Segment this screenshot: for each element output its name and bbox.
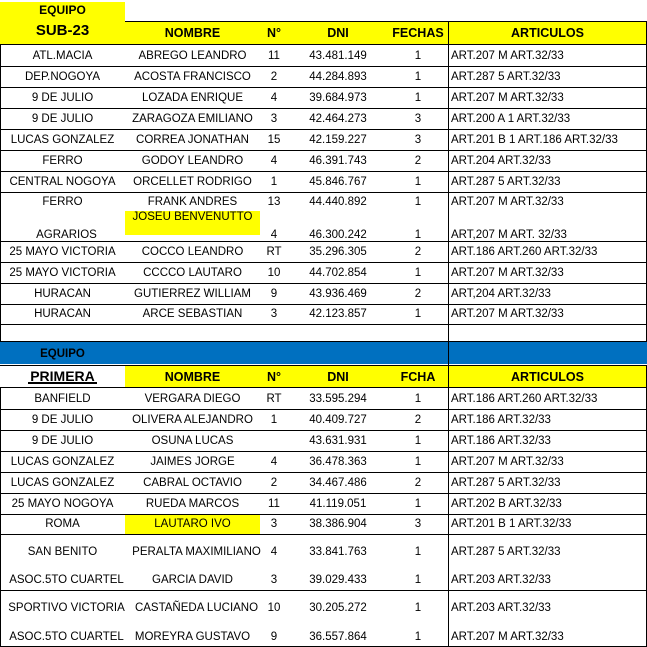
- row-divider: [0, 472, 647, 473]
- primera-row-8-nombre: GARCIA DAVID: [152, 574, 233, 586]
- sub23-row-3-dni: 42.464.273: [309, 112, 367, 125]
- primera-row-7-nombre: PERALTA MAXIMILIANO: [132, 546, 261, 558]
- sub23-row-3-articulos: ART.200 A 1 ART.32/33: [451, 112, 571, 125]
- primera-row-5-articulos: ART.202 B ART.32/33: [451, 497, 562, 510]
- primera-row-10-num: 9: [270, 630, 278, 643]
- sub23-row-10-equipo: 25 MAYO VICTORIA: [9, 266, 116, 279]
- sub23-row-7-num: 13: [267, 195, 281, 208]
- primera-row-4-equipo: LUCAS GONZALEZ: [10, 476, 115, 489]
- row-divider: [0, 324, 647, 325]
- primera-row-0-dni: 33.595.294: [309, 392, 367, 405]
- sub23-row-8-articulos: ART,207 M ART. 32/33: [451, 229, 567, 241]
- primera-row-3-fechas: 1: [414, 455, 422, 468]
- primera-row-0-articulos: ART.186 ART.260 ART.32/33: [451, 392, 598, 405]
- sub23-row-4-articulos: ART.201 B 1 ART.186 ART.32/33: [451, 133, 618, 146]
- row-divider: [0, 87, 647, 88]
- column-divider: [448, 342, 449, 366]
- row-divider: [0, 262, 647, 263]
- primera-row-1-articulos: ART.186 ART.32/33: [451, 413, 551, 426]
- sub23-row-7-fechas: 1: [414, 195, 422, 208]
- sub23-row-7-articulos: ART.207 M ART.32/33: [451, 195, 564, 208]
- primera-row-7-dni: 33.841.763: [309, 546, 367, 558]
- primera-row-4-nombre: CABRAL OCTAVIO: [143, 476, 242, 489]
- sub23-row-5-fechas: 2: [414, 154, 422, 167]
- row-divider: [0, 493, 647, 494]
- sub23-row-12-articulos: ART.207 M ART.32/33: [451, 308, 564, 320]
- sub23-row-4-fechas: 3: [414, 133, 422, 146]
- primera-row-1-fechas: 2: [414, 413, 422, 426]
- primera-row-0-fechas: 1: [414, 392, 422, 405]
- primera-row-4-dni: 34.467.486: [309, 476, 367, 489]
- sub23-category: SUB-23: [0, 18, 125, 44]
- row-divider: [0, 409, 647, 410]
- sub23-equipo-label: EQUIPO: [0, 2, 125, 18]
- sub23-row-5-dni: 46.391.743: [309, 154, 367, 167]
- sub23-row-6-nombre: ORCELLET RODRIGO: [133, 175, 252, 188]
- row-divider: [0, 129, 647, 130]
- sub23-header-articulos: ARTICULOS: [448, 22, 647, 44]
- sub23-row-10-nombre: CCCCO LAUTARO: [143, 266, 242, 279]
- primera-row-6-num: 3: [270, 518, 278, 530]
- sub23-row-9-fechas: 2: [414, 245, 422, 258]
- primera-row-5-nombre: RUEDA MARCOS: [145, 497, 240, 510]
- sub23-row-7-equipo: FERRO: [42, 195, 83, 208]
- row-divider: [0, 44, 647, 45]
- sub23-row-3-equipo: 9 DE JULIO: [31, 112, 94, 125]
- row-divider: [0, 387, 647, 388]
- primera-row-9-nombre: CASTAÑEDA LUCIANO: [134, 602, 259, 614]
- sub23-row-1-num: 2: [270, 70, 278, 83]
- primera-row-2-equipo: 9 DE JULIO: [31, 434, 94, 447]
- row-divider: [0, 341, 647, 342]
- row-divider: [0, 171, 647, 172]
- row-divider: [0, 150, 647, 151]
- sub23-row-5-nombre: GODOY LEANDRO: [141, 154, 244, 167]
- column-divider: [0, 44, 1, 324]
- sub23-row-11-nombre: GUTIERREZ WILLIAM: [134, 287, 251, 300]
- primera-header-fechas: FCHA: [388, 366, 448, 388]
- row-divider: [0, 451, 647, 452]
- primera-row-4-fechas: 2: [414, 476, 422, 489]
- column-divider: [448, 324, 449, 342]
- sub23-row-10-articulos: ART.207 M ART.32/33: [451, 266, 564, 279]
- sub23-row-3-fechas: 3: [414, 112, 422, 125]
- sub23-row-8-equipo: AGRARIOS: [36, 229, 97, 241]
- sub23-row-4-nombre: CORREA JONATHAN: [136, 133, 249, 146]
- primera-row-9-fechas: 1: [414, 602, 422, 614]
- sub23-row-11-dni: 43.936.469: [309, 287, 367, 300]
- sub23-row-12-equipo: HURACAN: [34, 308, 91, 320]
- sub23-row-0-num: 11: [268, 49, 280, 62]
- sub23-row-1-nombre: ACOSTA FRANCISCO: [134, 70, 251, 83]
- row-divider: [0, 590, 647, 591]
- sub23-row-8-num: 4: [270, 229, 278, 241]
- sub23-row-6-num: 1: [270, 175, 278, 188]
- column-divider: [0, 324, 1, 342]
- sub23-row-11-articulos: ART,204 ART.32/33: [451, 287, 551, 300]
- sub23-row-2-num: 4: [270, 91, 278, 104]
- primera-row-8-dni: 39.029.433: [309, 574, 367, 586]
- sub23-row-3-num: 3: [270, 112, 278, 125]
- sub23-row-10-dni: 44.702.854: [309, 266, 367, 279]
- primera-row-2-fechas: 1: [414, 434, 422, 447]
- sub23-header-dni: DNI: [288, 22, 388, 44]
- primera-row-2-articulos: ART.186 ART.32/33: [451, 434, 551, 447]
- primera-row-6-equipo: ROMA: [45, 518, 80, 530]
- primera-row-9-dni: 30.205.272: [309, 602, 367, 614]
- primera-row-2-num: [260, 430, 288, 451]
- sub23-row-1-equipo: DEP.NOGOYA: [25, 70, 100, 83]
- primera-header-dni: DNI: [288, 366, 388, 388]
- row-divider: [0, 241, 647, 242]
- primera-row-3-equipo: LUCAS GONZALEZ: [10, 455, 115, 468]
- primera-row-3-num: 4: [270, 455, 278, 468]
- sub23-row-5-num: 4: [270, 154, 278, 167]
- sub23-row-9-num: RT: [266, 245, 282, 258]
- sub23-row-12-num: 3: [270, 308, 278, 320]
- primera-row-1-dni: 40.409.727: [309, 413, 367, 426]
- sub23-row-10-num: 10: [267, 266, 281, 279]
- sub23-row-9-nombre: COCCO LEANDRO: [141, 245, 244, 258]
- sub23-row-4-dni: 42.159.227: [309, 133, 367, 146]
- primera-row-8-articulos: ART.203 ART.32/33: [451, 574, 551, 586]
- row-divider: [0, 430, 647, 431]
- primera-header-num: N°: [260, 366, 288, 388]
- primera-row-4-articulos: ART.287 5 ART.32/33: [451, 476, 561, 489]
- sub23-header-nombre: NOMBRE: [125, 22, 260, 44]
- sub23-row-5-equipo: FERRO: [42, 154, 83, 167]
- sub23-row-11-fechas: 2: [414, 287, 422, 300]
- sub23-row-4-num: 15: [267, 133, 281, 146]
- primera-row-3-nombre: JAIMES JORGE: [150, 455, 235, 468]
- primera-row-1-equipo: 9 DE JULIO: [31, 413, 94, 426]
- primera-row-10-fechas: 1: [414, 630, 422, 643]
- primera-row-10-nombre: MOREYRA GUSTAVO: [134, 630, 251, 643]
- sub23-row-9-articulos: ART.186 ART.260 ART.32/33: [451, 245, 598, 258]
- primera-row-10-dni: 36.557.864: [309, 630, 367, 643]
- primera-category-text: PRIMERA: [30, 368, 95, 384]
- row-divider: [125, 21, 647, 22]
- sub23-row-11-equipo: HURACAN: [34, 287, 91, 300]
- sub23-row-9-dni: 35.296.305: [309, 245, 367, 258]
- row-divider: [0, 514, 647, 515]
- sub23-row-11-num: 9: [270, 287, 278, 300]
- sub23-row-1-articulos: ART.287 5 ART.32/33: [451, 70, 561, 83]
- primera-row-0-nombre: VERGARA DIEGO: [144, 392, 241, 405]
- primera-row-8-num: 3: [270, 574, 278, 586]
- primera-row-10-equipo: ASOC.5TO CUARTEL: [9, 630, 124, 643]
- sub23-row-2-articulos: ART.207 M ART.32/33: [451, 91, 564, 104]
- sub23-row-12-dni: 42.123.857: [309, 308, 367, 320]
- primera-category: [0, 366, 125, 388]
- sub23-row-12-nombre: ARCE SEBASTIAN: [142, 308, 243, 320]
- row-divider: [0, 534, 647, 535]
- sub23-row-2-nombre: LOZADA ENRIQUE: [142, 91, 243, 104]
- sub23-row-3-nombre: ZARAGOZA EMILIANO: [132, 112, 253, 125]
- primera-row-8-equipo: ASOC.5TO CUARTEL: [9, 574, 124, 586]
- sub23-row-2-equipo: 9 DE JULIO: [31, 91, 94, 104]
- row-divider: [0, 108, 647, 109]
- primera-row-1-num: 1: [270, 413, 278, 426]
- row-divider: [0, 283, 647, 284]
- primera-row-9-equipo: SPORTIVO VICTORIA: [8, 602, 125, 614]
- primera-row-0-num: RT: [266, 392, 282, 405]
- sub23-row-2-dni: 39.684.973: [309, 91, 367, 104]
- column-divider: [448, 366, 449, 647]
- sub23-row-1-dni: 44.284.893: [309, 70, 367, 83]
- primera-row-5-fechas: 1: [414, 497, 422, 510]
- primera-equipo-label: EQUIPO: [40, 348, 85, 360]
- primera-row-8-fechas: 1: [414, 574, 422, 586]
- sub23-row-8-fechas: 1: [414, 229, 422, 241]
- sub23-row-9-equipo: 25 MAYO VICTORIA: [9, 245, 116, 258]
- primera-row-6-fechas: 3: [414, 518, 422, 530]
- primera-row-7-equipo: SAN BENITO: [27, 546, 98, 558]
- primera-row-1-nombre: OLIVERA ALEJANDRO: [132, 413, 253, 426]
- primera-row-3-dni: 36.478.363: [309, 455, 367, 468]
- primera-row-7-fechas: 1: [414, 546, 422, 558]
- primera-row-9-articulos: ART.203 ART.32/33: [451, 602, 551, 614]
- sub23-row-6-equipo: CENTRAL NOGOYA: [9, 175, 116, 188]
- sub23-row-12-fechas: 1: [414, 308, 422, 320]
- sub23-row-4-equipo: LUCAS GONZALEZ: [10, 133, 115, 146]
- primera-row-7-num: 4: [270, 546, 278, 558]
- sub23-row-0-dni: 43.481.149: [309, 49, 367, 62]
- sub23-header-num: N°: [260, 22, 288, 44]
- sub23-row-8-nombre: JOSEU BENVENUTTO: [125, 211, 260, 235]
- primera-row-4-num: 2: [270, 476, 278, 489]
- sub23-row-6-dni: 45.846.767: [309, 175, 367, 188]
- primera-row-7-articulos: ART.287 5 ART.32/33: [451, 546, 561, 558]
- sub23-row-8-dni: 46.300.242: [309, 229, 367, 241]
- primera-row-5-equipo: 25 MAYO NOGOYA: [11, 497, 114, 510]
- primera-row-5-num: 11: [268, 497, 280, 510]
- primera-row-0-equipo: BANFIELD: [34, 392, 91, 405]
- sub23-row-5-articulos: ART.204 ART.32/33: [451, 154, 551, 167]
- primera-row-2-dni: 43.631.931: [309, 434, 367, 447]
- sub23-row-0-nombre: ABREGO LEANDRO: [138, 49, 247, 62]
- sub23-header-fechas: FECHAS: [388, 22, 448, 44]
- sub23-row-6-articulos: ART.287 5 ART.32/33: [451, 175, 561, 188]
- column-divider: [0, 388, 1, 647]
- primera-row-5-dni: 41.119.051: [309, 497, 367, 510]
- primera-row-6-dni: 38.386.904: [309, 518, 367, 530]
- primera-header-articulos: ARTICULOS: [448, 366, 647, 388]
- column-divider: [448, 21, 449, 324]
- primera-row-10-articulos: ART.207 M ART.32/33: [451, 630, 564, 643]
- row-divider: [0, 304, 647, 305]
- row-divider: [0, 192, 647, 193]
- sub23-row-0-fechas: 1: [414, 49, 422, 62]
- sub23-row-7-nombre: FRANK ANDRES: [147, 195, 238, 208]
- primera-row-6-nombre: LAUTARO IVO: [125, 514, 260, 534]
- primera-row-3-articulos: ART.207 M ART.32/33: [451, 455, 564, 468]
- sub23-row-2-fechas: 1: [414, 91, 422, 104]
- primera-row-6-articulos: ART.201 B 1 ART.32/33: [451, 518, 572, 530]
- row-divider: [0, 365, 647, 366]
- primera-row-9-num: 10: [267, 602, 281, 614]
- row-divider: [0, 66, 647, 67]
- sub23-row-0-equipo: ATL.MACIA: [32, 49, 93, 62]
- sub23-row-0-articulos: ART.207 M ART.32/33: [451, 49, 564, 62]
- sub23-row-10-fechas: 1: [414, 266, 422, 279]
- sub23-row-6-fechas: 1: [414, 175, 422, 188]
- sub23-row-7-dni: 44.440.892: [309, 195, 367, 208]
- primera-row-2-nombre: OSUNA LUCAS: [151, 434, 234, 447]
- primera-header-nombre: NOMBRE: [125, 366, 260, 388]
- sub23-row-1-fechas: 1: [414, 70, 422, 83]
